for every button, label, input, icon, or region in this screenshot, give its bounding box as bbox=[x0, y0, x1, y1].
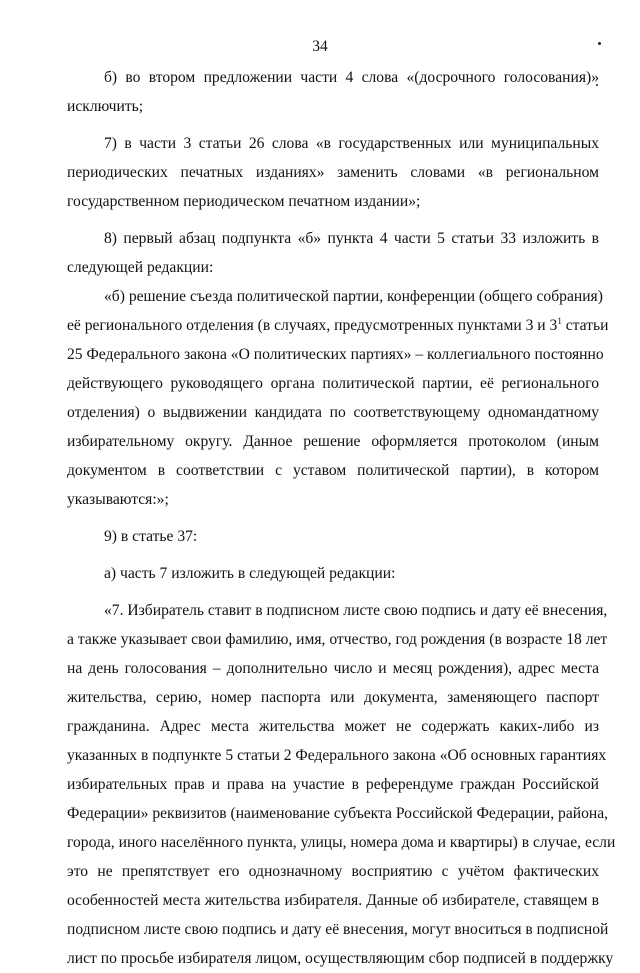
text-line: исключить; bbox=[67, 98, 144, 115]
paragraph-8 bbox=[67, 224, 599, 282]
text-line: «б) решение съезда политической партии, конференции (общего собрания) bbox=[104, 288, 603, 305]
text-line: Федерации» реквизитов (наименование субъекта Российской Федерации, района, bbox=[67, 805, 609, 822]
paragraph-6b bbox=[67, 63, 599, 121]
text-line: периодических печатных изданиях» заменить словами «в региональном bbox=[67, 164, 599, 181]
text-line: 9) в статье 37: bbox=[104, 528, 198, 545]
text-line: 8) первый абзац подпункта «б» пункта 4 части 5 статьи 33 изложить в bbox=[104, 230, 599, 247]
paragraph-9a-quote bbox=[67, 596, 616, 973]
text-line bbox=[67, 311, 609, 340]
text-line: б) во втором предложении части 4 слова «(досрочного голосования)» bbox=[104, 69, 599, 86]
text-line: действующего руководящего органа политической партии, её регионального bbox=[67, 375, 599, 392]
text-line: следующей редакции: bbox=[67, 259, 214, 276]
text-line: а также указывает свои фамилию, имя, отчество, год рождения (в возрасте 18 лет bbox=[67, 631, 608, 648]
text-line: «7. Избиратель ставит в подписном листе свою подпись и дату её внесения, bbox=[104, 602, 608, 619]
text-line: особенностей места жительства избирателя. Данные об избирателе, ставящем в bbox=[67, 892, 599, 909]
text-line: а) часть 7 изложить в следующей редакции: bbox=[104, 565, 396, 582]
text-line: избирательных прав и права на участие в референдуме граждан Российской bbox=[67, 776, 599, 793]
text-line: лист по просьбе избирателя лицом, осуществляющим сбор подписей в поддержку bbox=[67, 950, 614, 967]
text-line: государственном периодическом печатном издании»; bbox=[67, 193, 421, 210]
text-line: подписном листе свою подпись и дату её внесения, могут вноситься в подписной bbox=[67, 921, 609, 938]
text-line: города, иного населённого пункта, улицы, номера дома и квартиры) в случае, если bbox=[67, 834, 616, 851]
text-line: избирательному округу. Данное решение оформляется протоколом (иным bbox=[67, 433, 599, 450]
paragraph-8-quote bbox=[67, 282, 609, 514]
text-segment: её регионального отделения (в случаях, предусмотренных пунктами 3 и 3 bbox=[67, 317, 558, 334]
text-line: это не препятствует его однозначному восприятию с учётом фактических bbox=[67, 863, 599, 880]
page-number: 34 bbox=[312, 38, 328, 55]
text-line: документом в соответствии с уставом политической партии), в котором bbox=[67, 462, 599, 479]
superscript: 1 bbox=[557, 316, 562, 326]
document-body bbox=[67, 63, 616, 973]
text-line: указываются:»; bbox=[67, 491, 169, 508]
scan-speck bbox=[598, 42, 601, 45]
text-line: 25 Федерального закона «О политических партиях» – коллегиального постоянно bbox=[67, 346, 604, 363]
text-segment: статьи bbox=[565, 317, 609, 334]
text-line: указанных в подпункте 5 статьи 2 Федерального закона «Об основных гарантиях bbox=[67, 747, 607, 764]
text-line: гражданина. Адрес места жительства может не содержать каких-либо из bbox=[67, 718, 599, 735]
text-line: жительства, серию, номер паспорта или документа, заменяющего паспорт bbox=[67, 689, 599, 706]
paragraph-9a bbox=[67, 559, 599, 588]
paragraph-9 bbox=[67, 522, 599, 551]
text-line: отделения) о выдвижении кандидата по соответствующему одномандатному bbox=[67, 404, 599, 421]
text-line: 7) в части 3 статьи 26 слова «в государственных или муниципальных bbox=[104, 135, 599, 152]
paragraph-7 bbox=[67, 129, 599, 216]
text-line: на день голосования – дополнительно число и месяц рождения), адрес места bbox=[67, 660, 599, 677]
